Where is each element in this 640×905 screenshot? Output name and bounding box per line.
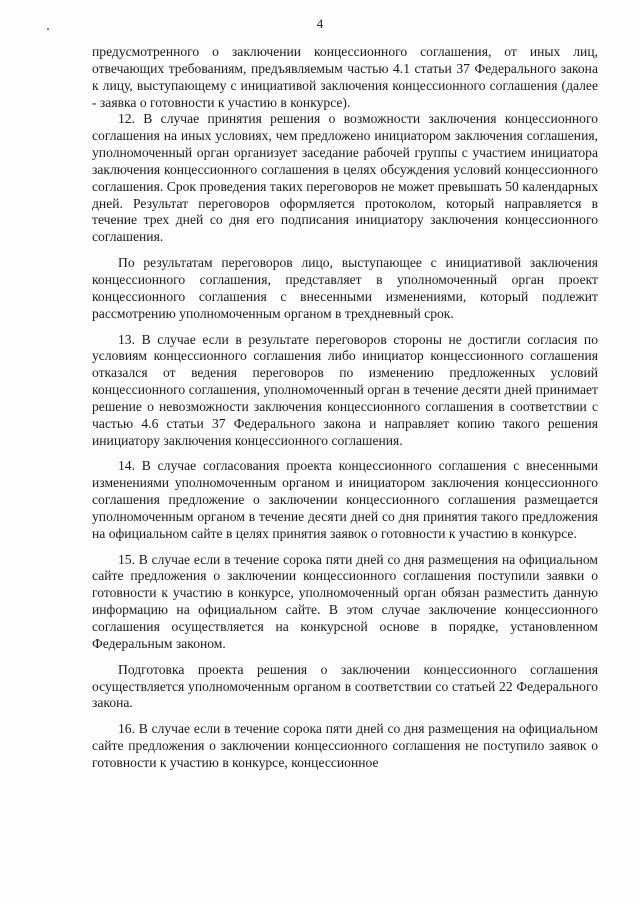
paragraph-clause-15: 15. В случае если в течение сорока пяти дней со дня размещения на официальном сайте предложения о заключении концессионного соглашения поступили заявки о готовности к участию в конкурсе, уполномоченный орган обязан разместить данную информацию на официальном сайте. В этом случае заключение концессионного соглашения осуществляется на конкурсной основе в порядке, установленном Федеральным законом. <box>92 551 598 651</box>
paragraph-continuation: предусмотренного о заключении концессионного соглашения, от иных лиц, отвечающих требованиям, предъявляемым частью 4.1 статьи 37 Федерального закона к лицу, выступающему с инициативой заключения концессионного соглашения (далее - заявка о готовности к участию в конкурсе). <box>92 44 598 110</box>
paragraph-clause-12: 12. В случае принятия решения о возможности заключения концессионного соглашения на иных условиях, чем предложено инициатором заключения соглашения, уполномоченный орган организует заседание рабочей группы с участием инициатора заключения концессионного соглашения в целях обсуждения условий концессионного соглашения. Срок проведения таких переговоров не может превышать 50 календарных дней. Результат переговоров оформляется протоколом, который направляется в течение трех дней со дня его подписания инициатору заключения концессионного соглашения. <box>92 111 598 245</box>
paragraph-draft-decision: Подготовка проекта решения о заключении концессионного соглашения осуществляется уполномоченным органом в соответствии со статьей 22 Федерального закона. <box>92 661 598 711</box>
paragraph-clause-16: 16. В случае если в течение сорока пяти дней со дня размещения на официальном сайте предложения о заключении концессионного соглашения не поступило заявок о готовности к участию в конкурсе, концессионное <box>92 721 598 770</box>
document-body <box>92 44 598 772</box>
paragraph-clause-14: 14. В случае согласования проекта концессионного соглашения с внесенными изменениями уполномоченным органом и инициатором заключения концессионного соглашения предложение о заключении концессионного соглашения размещается уполномоченным органом в течение десяти дней со дня принятия такого предложения на официальном сайте в целях принятия заявок о готовности к участию в конкурсе. <box>92 458 598 541</box>
paragraph-clause-13: 13. В случае если в результате переговоров стороны не достигли согласия по условиям концессионного соглашения либо инициатор концессионного соглашения отказался от ведения переговоров по изменению предложенных условий концессионного соглашения, уполномоченный орган в течение десяти дней принимает решение о невозможности заключения концессионного соглашения в соответствии с частью 4.6 статьи 37 Федерального закона и направляет копию такого решения инициатору заключения концессионного соглашения. <box>92 331 598 448</box>
page-number: 4 <box>316 16 324 31</box>
paragraph-negotiation-results: По результатам переговоров лицо, выступающее с инициативой заключения концессионного соглашения, представляет в уполномоченный орган проект концессионного соглашения с внесенными изменениями, который подлежит рассмотрению уполномоченным органом в трехдневный срок. <box>92 255 598 321</box>
